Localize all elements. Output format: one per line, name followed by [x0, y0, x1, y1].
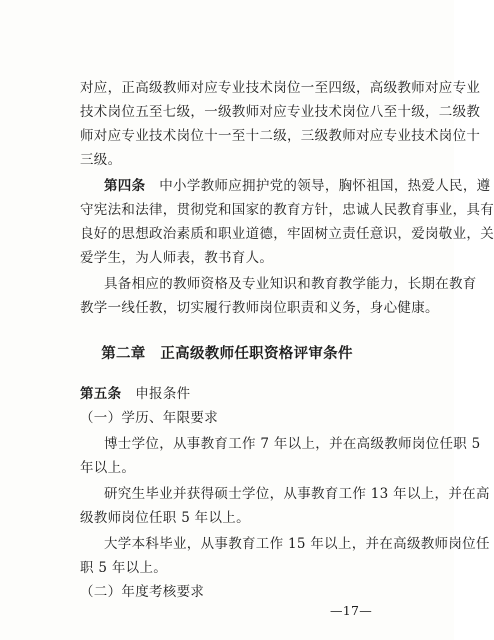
paragraph-line: 研究生毕业并获得硕士学位，从事教育工作 13 年以上，并在高: [104, 486, 490, 502]
subsection-title: （二）年度考核要求: [80, 584, 205, 600]
chapter-title: 第二章 正高级教师任职资格评审条件: [101, 346, 353, 362]
paragraph-line: 具备相应的教师资格及专业知识和教育教学能力，长期在教育: [104, 276, 477, 292]
article-5-line: [80, 384, 190, 404]
subsection-title: （一）学历、年限要求: [80, 410, 218, 426]
paragraph-line: 年以上。: [80, 460, 136, 476]
article-4-label: 第四条: [104, 178, 146, 194]
paragraph-line: 守宪法和法律，贯彻党和国家的教育方针，忠诚人民教育事业，具有: [80, 202, 494, 218]
paragraph-line: 大学本科毕业，从事教育工作 15 年以上，并在高级教师岗位任: [104, 536, 490, 552]
paragraph-line: 三级。: [80, 152, 122, 168]
article-4-line: [104, 176, 490, 196]
paragraph-line: 级教师岗位任职 5 年以上。: [80, 510, 250, 526]
paragraph-line: 博士学位，从事教育工作 7 年以上，并在高级教师岗位任职 5: [104, 436, 481, 452]
paragraph-line: 良好的思想政治素质和职业道德，牢固树立责任意识，爱岗敬业，关: [80, 226, 494, 242]
page-number: —17—: [330, 603, 373, 618]
paragraph-line: 对应，正高级教师对应专业技术岗位一至四级，高级教师对应专业: [80, 80, 481, 96]
paragraph-line: 技术岗位五至七级，一级教师对应专业技术岗位八至十级，二级教: [80, 104, 481, 120]
paragraph-line: 教学一线任教，切实履行教师岗位职责和义务，身心健康。: [80, 300, 439, 316]
paragraph-line: 师对应专业技术岗位十一至十二级，三级教师对应专业技术岗位十: [80, 128, 481, 144]
article-5-label: 第五条: [80, 386, 122, 402]
paragraph-line: 爱学生，为人师表，教书育人。: [80, 250, 274, 266]
paragraph-line: 职 5 年以上。: [80, 560, 168, 576]
article-5-text: 申报条件: [135, 386, 191, 402]
article-4-text: 中小学教师应拥护党的领导，胸怀祖国，热爱人民，遵: [159, 178, 491, 194]
